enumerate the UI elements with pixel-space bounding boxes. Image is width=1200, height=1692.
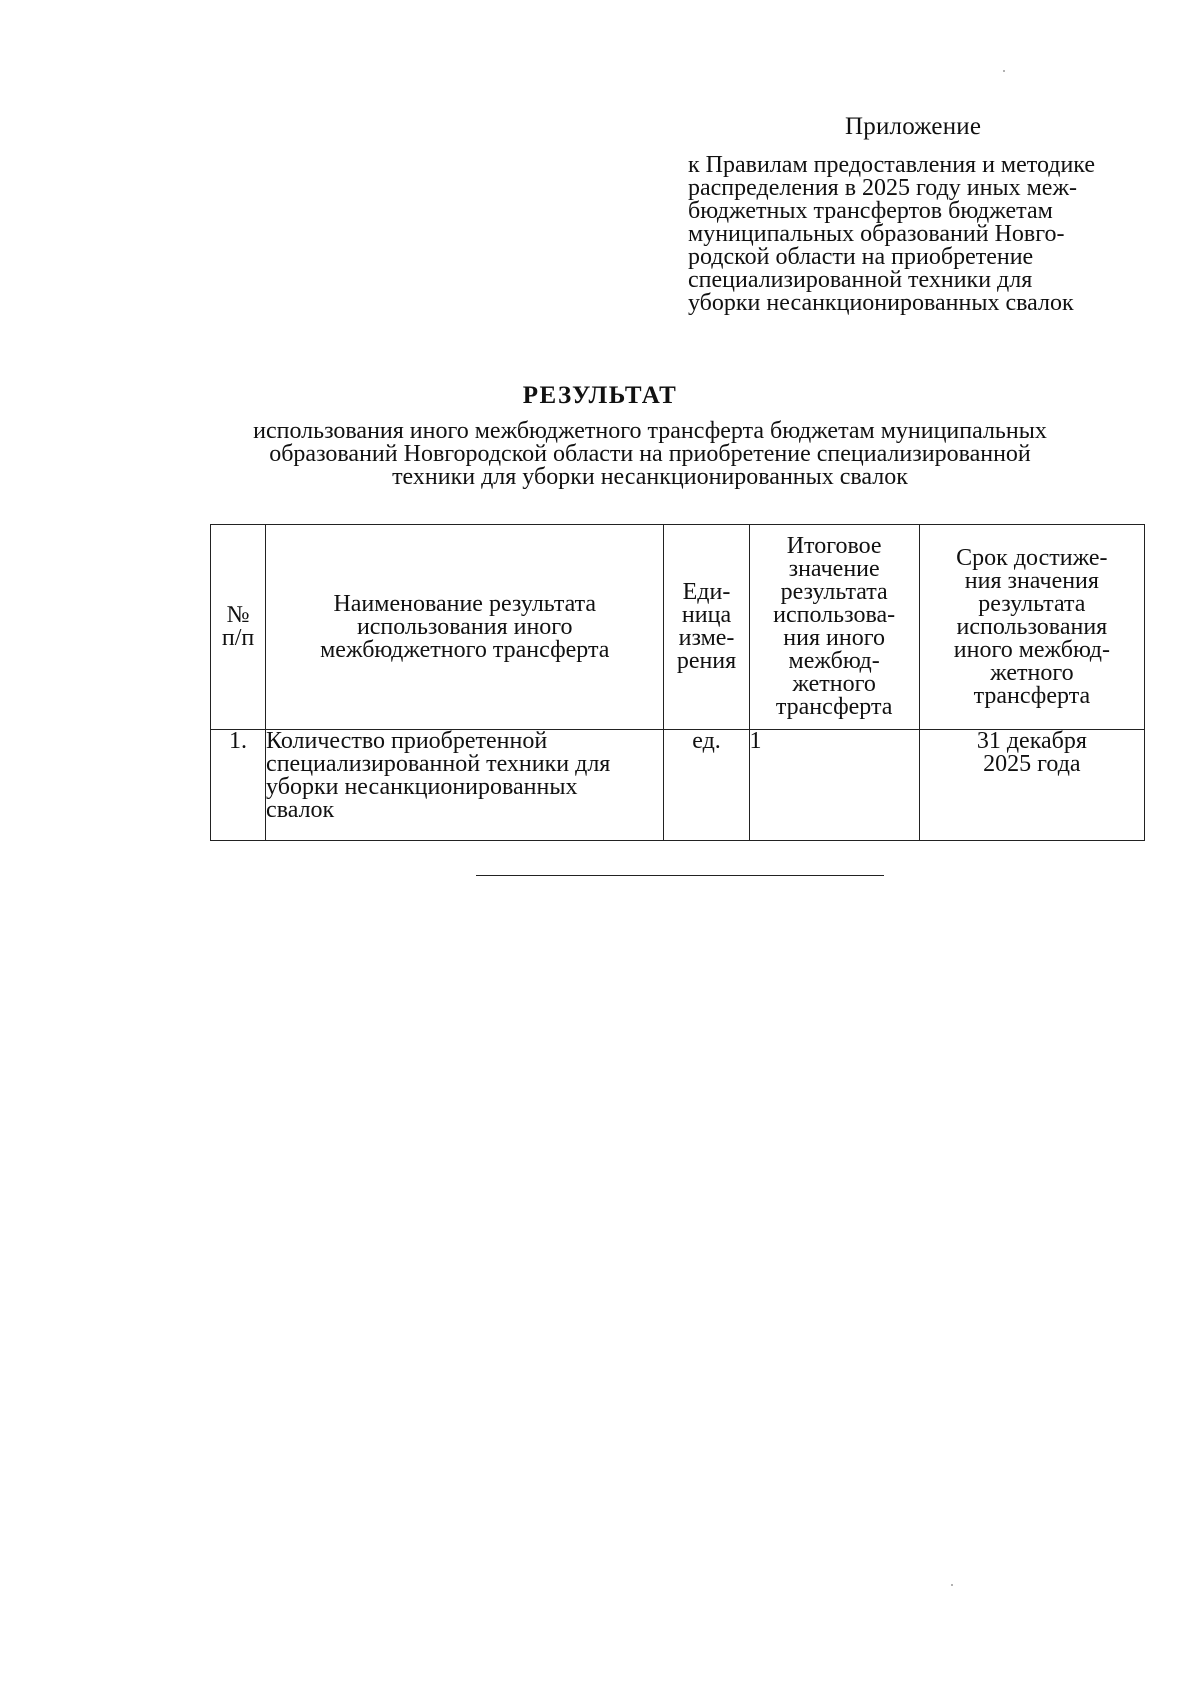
header-line: Наименование результата <box>333 590 597 617</box>
header-line: трансферта <box>775 694 893 720</box>
header-deadline <box>919 525 1144 730</box>
header-line: изме- <box>678 625 735 651</box>
appendix-line: распределения в 2025 году иных меж- <box>688 175 1078 201</box>
header-line: Срок достиже- <box>956 544 1108 571</box>
header-line: использова- <box>773 602 896 628</box>
appendix-text <box>688 154 1168 315</box>
cell-line: 31 декабря <box>976 728 1087 754</box>
subtitle-line: использования иного межбюджетного трансферта бюджетам муниципальных <box>253 418 1047 444</box>
result-table <box>210 524 1145 841</box>
header-line: ния иного <box>783 625 885 651</box>
header-line: использования <box>956 613 1108 640</box>
header-line: трансферта <box>973 682 1091 709</box>
header-line: жетного <box>792 671 876 697</box>
header-line: использования иного <box>356 613 573 640</box>
table-row <box>211 730 1145 841</box>
header-line: № <box>226 602 250 628</box>
header-line: иного межбюд- <box>953 636 1110 663</box>
row-result-name <box>266 730 664 841</box>
table-header-row <box>211 525 1145 730</box>
subtitle-line: образований Новгородской области на приобретение специализированной <box>269 441 1031 467</box>
header-final-value <box>749 525 919 730</box>
scan-speck <box>1003 70 1005 72</box>
document-subtitle <box>150 420 1150 489</box>
header-result-name <box>266 525 664 730</box>
row-number: 1. <box>211 730 266 841</box>
row-final-value: 1 <box>749 730 919 841</box>
header-unit <box>664 525 749 730</box>
appendix-line: бюджетных трансфертов бюджетам <box>688 198 1053 224</box>
header-line: результата <box>780 579 888 605</box>
header-line: межбюд- <box>788 648 880 674</box>
header-line: результата <box>978 590 1086 617</box>
header-line: ница <box>681 602 732 628</box>
appendix-line: родской области на приобретение <box>688 244 1034 270</box>
header-line: значение <box>788 556 880 582</box>
cell-line: 2025 года <box>983 751 1081 777</box>
cell-line: специализированной техники для <box>266 751 611 777</box>
appendix-line: специализированной техники для <box>688 267 1033 293</box>
header-line: Итоговое <box>786 533 882 559</box>
appendix-block <box>688 112 1168 315</box>
header-line: межбюджетного трансферта <box>320 636 610 663</box>
appendix-title: Приложение <box>845 113 982 140</box>
scan-speck <box>951 1584 953 1586</box>
header-line: жетного <box>990 659 1074 686</box>
appendix-line: уборки несанкционированных свалок <box>688 290 1074 316</box>
appendix-line: к Правилам предоставления и методике <box>688 152 1096 178</box>
end-divider <box>476 875 884 876</box>
header-line: рения <box>676 648 737 674</box>
cell-line: Количество приобретенной <box>266 728 548 754</box>
header-line: Еди- <box>682 579 731 605</box>
row-deadline <box>919 730 1144 841</box>
document-title: РЕЗУЛЬТАТ <box>522 382 678 409</box>
appendix-line: муниципальных образований Новго- <box>688 221 1065 247</box>
subtitle-line: техники для уборки несанкционированных свалок <box>392 464 908 490</box>
header-number <box>211 525 266 730</box>
header-line: ния значения <box>964 567 1099 594</box>
header-line: п/п <box>221 625 255 651</box>
cell-line: свалок <box>266 797 335 823</box>
row-unit: ед. <box>664 730 749 841</box>
cell-line: уборки несанкционированных <box>266 774 578 800</box>
